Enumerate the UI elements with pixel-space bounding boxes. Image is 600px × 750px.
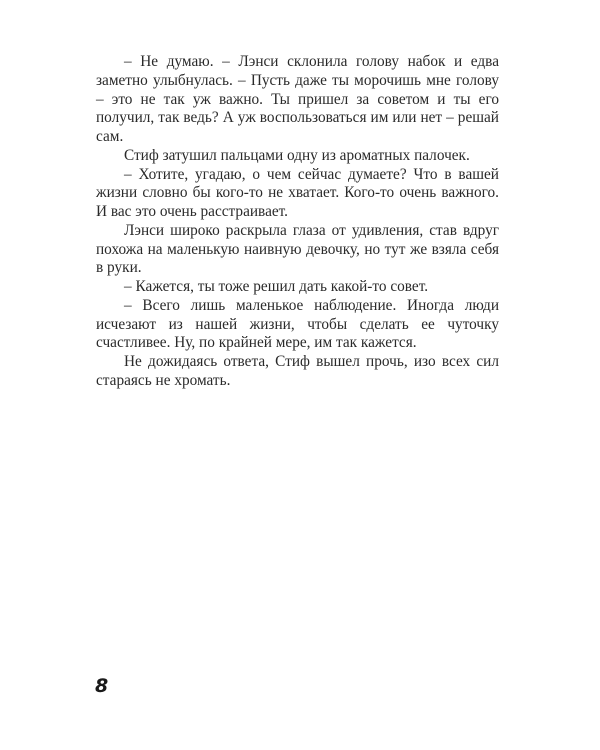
paragraph-4: Лэнси широко раскрыла глаза от удивления, став вдруг похожа на маленькую наивную девочку, но тут же взяла себя в руки. [96, 221, 499, 277]
paragraph-6: – Всего лишь маленькое наблюдение. Иногда люди исчезают из нашей жизни, чтобы сделать ее чуточку счастливее. Ну, по крайней мере, им так кажется. [96, 296, 499, 352]
paragraph-2: Стиф затушил пальцами одну из ароматных палочек. [124, 146, 470, 164]
paragraph-3: – Хотите, угадаю, о чем сейчас думаете? Что в вашей жизни словно бы кого-то не хватает. Кого-то очень важного. И вас это очень расстраивает. [96, 165, 499, 220]
page-number: 8 [95, 675, 109, 697]
paragraph-1: – Не думаю. – Лэнси склонила голову набок и едва заметно улыбнулась. – Пусть даже ты морочишь мне голову – это не так уж важно. Ты пришел за советом и ты его получил, так ведь? А уж воспользоваться им или нет – решай сам. [96, 53, 499, 145]
paragraph-5: – Кажется, ты тоже решил дать какой-то совет. [124, 278, 429, 295]
paragraph-7: Не дожидаясь ответа, Стиф вышел прочь, изо всех сил стараясь не хромать. [96, 353, 499, 389]
body-text [96, 53, 499, 391]
